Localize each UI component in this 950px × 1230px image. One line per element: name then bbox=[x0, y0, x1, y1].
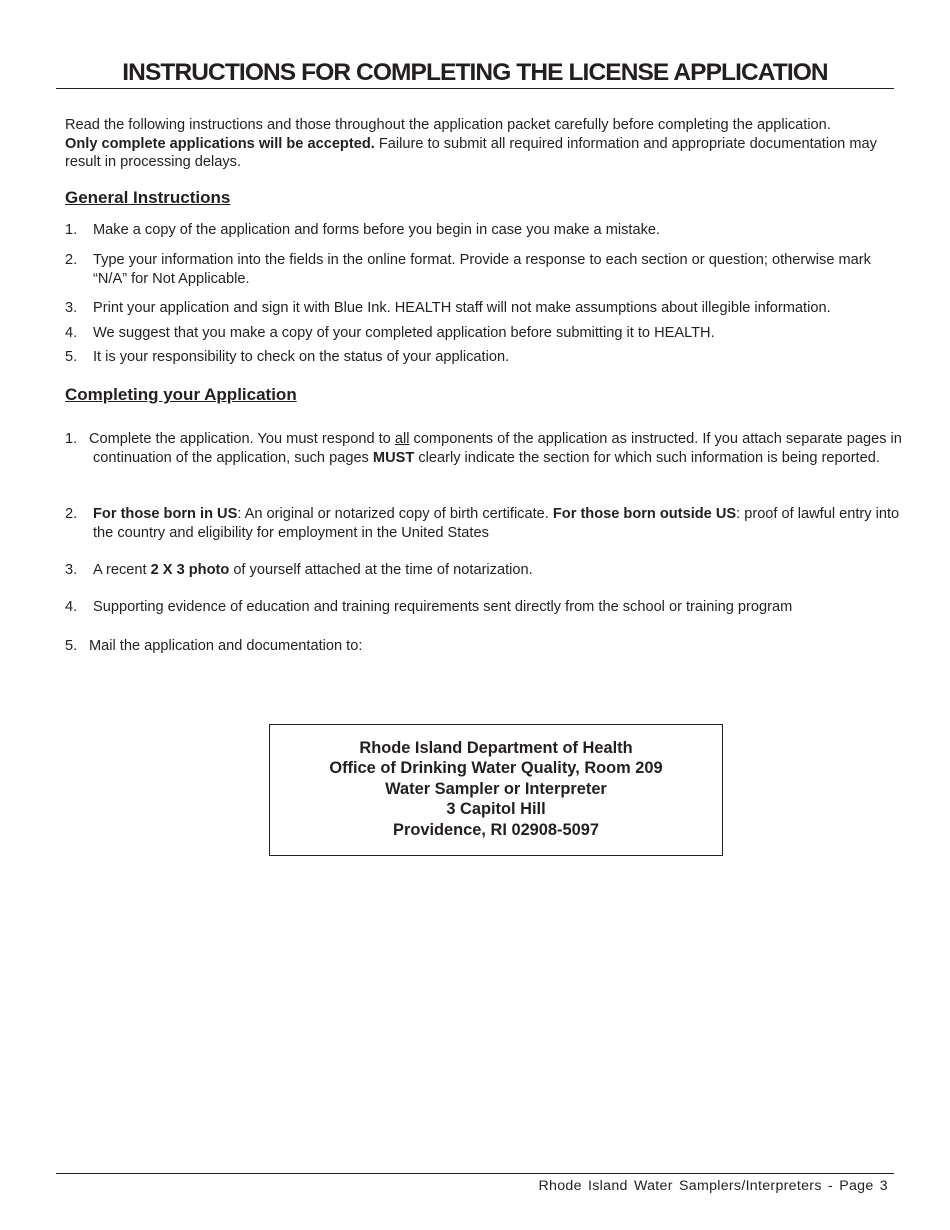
item-text: Type your information into the fields in the online format. Provide a response to each section or question; otherwise mark “N/A” for Not Applicable. bbox=[93, 252, 871, 287]
item-text: A recent 2 X 3 photo of yourself attached at the time of notarization. bbox=[93, 562, 533, 578]
intro-paragraph bbox=[65, 116, 905, 172]
page-footer: Rhode Island Water Samplers/Interpreters - Page 3 bbox=[538, 1178, 888, 1194]
underlined-all: all bbox=[394, 431, 410, 447]
address-line-street: 3 Capitol Hill bbox=[446, 800, 546, 819]
completing-item-5 bbox=[65, 637, 905, 656]
item-number: 3. bbox=[65, 562, 78, 578]
general-item-5 bbox=[65, 348, 905, 367]
completing-application-heading: Completing your Application bbox=[65, 385, 297, 404]
item-text: Mail the application and documentation to: bbox=[89, 638, 363, 654]
general-item-3 bbox=[65, 299, 905, 318]
item-number: 3. bbox=[65, 300, 78, 316]
item-text: We suggest that you make a copy of your completed application before submitting it to HEALTH. bbox=[93, 325, 715, 341]
bold-born-outside-us: For those born outside US bbox=[552, 506, 737, 522]
bold-photo-size: 2 X 3 photo bbox=[150, 562, 230, 578]
item-number: 5. bbox=[65, 349, 78, 365]
general-instructions-heading: General Instructions bbox=[65, 188, 231, 207]
completing-item-4 bbox=[65, 598, 905, 617]
completing-item-1 bbox=[65, 430, 905, 467]
item-text: It is your responsibility to check on the status of your application. bbox=[93, 349, 510, 365]
item-number: 1. bbox=[65, 431, 78, 447]
bold-born-in-us: For those born in US bbox=[93, 506, 238, 522]
address-line-office: Office of Drinking Water Quality, Room 209 bbox=[329, 759, 663, 778]
item-number: 2. bbox=[65, 252, 78, 268]
item-number: 1. bbox=[65, 222, 78, 238]
completing-item-2 bbox=[65, 505, 905, 542]
completing-item-3 bbox=[65, 561, 905, 580]
item-number: 5. bbox=[65, 638, 78, 654]
item-text: Supporting evidence of education and training requirements sent directly from the school or training program bbox=[93, 599, 793, 615]
item-number: 4. bbox=[65, 325, 78, 341]
item-text: For those born in US: An original or notarized copy of birth certificate. For those born outside US: proof of lawful entry into the country and eligibility for employment in the United States bbox=[93, 506, 900, 541]
item-text: Print your application and sign it with Blue Ink. HEALTH staff will not make assumptions about illegible information. bbox=[93, 300, 831, 316]
address-line-attention: Water Sampler or Interpreter bbox=[385, 779, 607, 798]
general-item-4 bbox=[65, 324, 905, 343]
item-number: 4. bbox=[65, 599, 78, 615]
intro-bold-notice: Only complete applications will be accepted. bbox=[65, 135, 375, 152]
item-number: 2. bbox=[65, 506, 78, 522]
bold-must: MUST bbox=[372, 449, 415, 466]
address-line-department: Rhode Island Department of Health bbox=[359, 739, 633, 757]
intro-text-2: Failure to submit all required information and appropriate documentation may result in processing delays. bbox=[65, 135, 877, 171]
general-item-1 bbox=[65, 221, 905, 240]
general-item-2 bbox=[65, 251, 905, 288]
address-line-city: Providence, RI 02908-5097 bbox=[393, 820, 599, 839]
item-text: Make a copy of the application and forms before you begin in case you make a mistake. bbox=[93, 222, 661, 238]
title-divider bbox=[56, 88, 894, 89]
page-title: INSTRUCTIONS FOR COMPLETING THE LICENSE APPLICATION bbox=[122, 59, 828, 86]
item-text: Complete the application. You must respond to all components of the application as instructed. If you attach separate pages in continuation of the application, such pages MUST clearly indicate the section for which such information is being reported. bbox=[89, 431, 902, 466]
footer-divider bbox=[56, 1173, 894, 1174]
intro-text-1: Read the following instructions and those throughout the application packet carefully before completing the application. bbox=[65, 117, 831, 133]
mailing-address-box bbox=[269, 724, 723, 856]
